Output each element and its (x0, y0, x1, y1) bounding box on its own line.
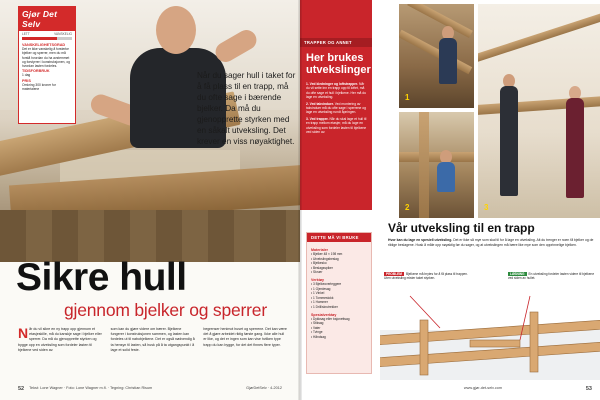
tools-item: • 1 Gjerdesag (311, 286, 331, 291)
difficulty-text: Det er ikke vanskelig å forsterke bjelker og sperrer, men du må forstå hvordan du ha avstemmet og forstyrrer i konstruksjonen, og hvordan lasten fordeles. (22, 47, 71, 69)
special-item: • Vater (311, 325, 321, 330)
tools-item: • 1 Hammer (311, 300, 328, 305)
tips-list (306, 82, 368, 136)
body-column-3: begrenser henimot huset og sperrene. Det kan være det å gjøre arbeidet riktig første gang. Ikke alle hull er like, og det er ingen som kan vise hvilken type trapp du kan bygge, for det det finnes flere typer. (203, 327, 287, 347)
problem-text: Bjelkene må brytes for å få plass til trappen. Uten utveksling mister taket styrken. (384, 272, 468, 281)
page-number-right: 53 (585, 386, 592, 392)
special-tools-title: Spesialverktøy (311, 312, 337, 317)
tip-item-3 (306, 117, 368, 135)
tip-item-2 (306, 102, 368, 115)
footer-magazine: GjørDetSelv · 4-2012 (246, 386, 282, 390)
page-number-left: 52 (18, 386, 25, 392)
scale-hard-label: VANSKELIG (54, 32, 72, 36)
solution-text: En utveksling fordeler lasten videre til bjelkene ved siden av hullet. (508, 272, 595, 281)
tip-title: Ved takvinduer. (309, 101, 334, 106)
special-item: • Stiksag (311, 321, 324, 326)
right-page (300, 0, 600, 400)
price-text: Omkring 300 kroner for materialene (22, 82, 56, 92)
section-title: Vår utveksling til en trapp (388, 221, 535, 235)
materials-title: Materialer (311, 248, 328, 252)
tip-num: 3. (306, 116, 309, 121)
diy-logo: Gjør Det Selv (19, 7, 75, 31)
tip-title: Ved kledninger og loftstrapper. (309, 82, 359, 86)
tips-panel (300, 0, 372, 210)
special-item: • Tvinge (311, 330, 323, 335)
difficulty-scale-bar (22, 37, 72, 40)
article-subtitle: gjennom bjelker og sperrer (64, 300, 267, 320)
section-intro (388, 238, 594, 247)
article-title: Sikre hull (16, 256, 187, 299)
photo-caption: Når du sager hull i taket for å få plass til en trapp, må du ofte sage i bærende bjelker. Da må du gjenopprette styrken med en såkalt utveksling. Det krever en viss nøyaktighet. (197, 71, 296, 146)
materials-item: • Beslagsspiker (311, 265, 333, 270)
time-text: 1 dag (22, 73, 31, 78)
tools-item: • 1 Drill/skrutrekker (311, 304, 338, 309)
body-column-2: som kan du gjøre videre om bærer. Bjelkene fungerer i konstruksjonen sammen, og lasten kan fordeles ut til nabobjelkene. Det er også nødvendig å ta hensyn til lasten, så husk på å ta utgangspunkt i å lage et solid feste. (110, 327, 195, 352)
tools-title: Verktøy (311, 277, 324, 282)
page-gutter (298, 0, 302, 400)
materials-item: • Utvekslingsbeslag (311, 256, 339, 261)
intro-text: Det er ikke så mye som skal til for å lage en utveksling. Alt du trenger er noen få bjelker og de riktige beslagene. Husk å måle opp nøyaktig før du sager, og at utvekslingen må bære like mye som den opprinnelige bjelken. (388, 238, 594, 247)
price-title: PRIS (22, 78, 31, 83)
materials-item: • Bjelker 48 × 198 mm (311, 252, 343, 256)
materials-item: • Skruer (311, 270, 323, 275)
checklist-header: DETTE MÅ VI BRUKE (307, 233, 371, 242)
tools-item: • 1 Vinkel (311, 291, 325, 296)
diagram-label-solution (508, 272, 596, 280)
photo-loft-stairs (399, 4, 474, 108)
photo-number-2: 2 (405, 203, 410, 212)
photo-roof-window (399, 112, 474, 218)
beam-illustration (380, 270, 600, 380)
solution-tag: LØSNING (510, 272, 525, 276)
tip-num: 1. (306, 82, 309, 86)
tools-item: • 1 Tommestokk (311, 295, 334, 300)
problem-tag: PROBLEM (386, 272, 402, 276)
photo-number-3: 3 (484, 203, 489, 212)
diagram-label-problem (384, 272, 470, 280)
materials-checklist (306, 232, 372, 374)
beam-diagram (380, 270, 600, 380)
photo-installing-beam (478, 4, 600, 218)
article-body (18, 327, 288, 353)
materials-item: • Bjelkesko (311, 261, 327, 266)
tip-text: Når du skal lage et hull til en trapp mellom etasjer, må du lage en utveksling som fordeler lasten til bjelkene ved siden av. (306, 116, 367, 135)
tip-title: Ved trapper. (309, 116, 329, 121)
tools-item: • 3 Bjelkeoverleggere (311, 281, 342, 286)
tip-item-1 (306, 82, 368, 100)
scale-easy-label: LETT (22, 32, 30, 36)
tip-text: Ved montering av takvinduer må du ofte sage i sperrene og lage en utveksling rundt åpningen. (306, 101, 366, 115)
difficulty-title: VANSKELIGHETSGRAD (22, 43, 66, 47)
diy-info-box (18, 6, 76, 124)
special-item: • Dykksag eller bajonettsag (311, 316, 350, 321)
intro-bold: Hvor kan du lage en spesiell utveksling. (388, 238, 453, 242)
section-label: TRAPPER OG ANNET (300, 38, 372, 47)
left-footer (18, 386, 282, 392)
difficulty-scale-labels (19, 31, 75, 36)
tip-text: Når du vil sette inn en trapp opp til loftet, må du ofte sage et hull i bjelkene. Her må du lage en utveksling. (306, 82, 366, 100)
tips-heading: Her brukes utvekslinger (306, 52, 371, 76)
right-footer (380, 386, 592, 392)
tip-num: 2. (306, 101, 309, 106)
footer-url: www.gjør-det-selv.com (463, 386, 502, 390)
footer-credit: Tekst: Lone Wagner · Foto: Lone Wagner m.fl. · Tegning: Christian Risum (29, 386, 153, 390)
photo-number-1: 1 (405, 93, 410, 102)
body-column-1: Når du vil sikre en ny trapp opp gjennom et etasjeskille, må du kanskje sage i bjelker eller sperrer. Da må du gjenopprette styrken og bygge opp en utveksling som fordeler lasten til bjelkene ved siden av. (18, 325, 102, 352)
time-title: TIDSFORBRUK (22, 69, 50, 74)
special-item: • Håndsag (311, 334, 326, 339)
